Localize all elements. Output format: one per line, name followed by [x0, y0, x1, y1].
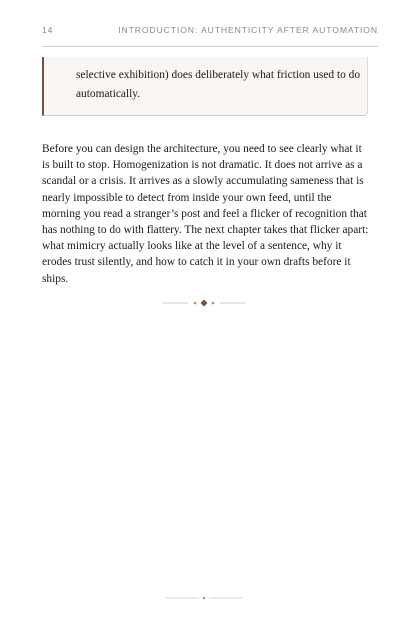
running-head-title: INTRODUCTION: AUTHENTICITY AFTER AUTOMATION — [118, 25, 378, 35]
page-number: 14 — [42, 25, 54, 35]
header-rule — [42, 46, 378, 47]
dot-ornament-icon — [0, 593, 420, 603]
body-paragraph: Before you can design the architecture, you need to see clearly what it is built to stop. Homogenization is not dramatic. It does not arrive as a scandal or a crisis. It arrives as a slowly accumulating sameness that is nearly impossible to detect from inside your own feed, until the morning you read a stranger’s post and feel a flicker of recognition that has nothing to do with flattery. The next chapter takes that flicker apart: what mimicry actually looks like at the level of a sentence, why it erodes trust silently, and how to catch it in your own drafts before it ships. — [42, 143, 369, 285]
callout-text: selective exhibition) does deliberately what friction used to do automatically. — [76, 69, 361, 100]
diamond-ornament-icon — [0, 297, 420, 309]
running-head — [42, 20, 378, 40]
callout-box — [42, 57, 368, 116]
